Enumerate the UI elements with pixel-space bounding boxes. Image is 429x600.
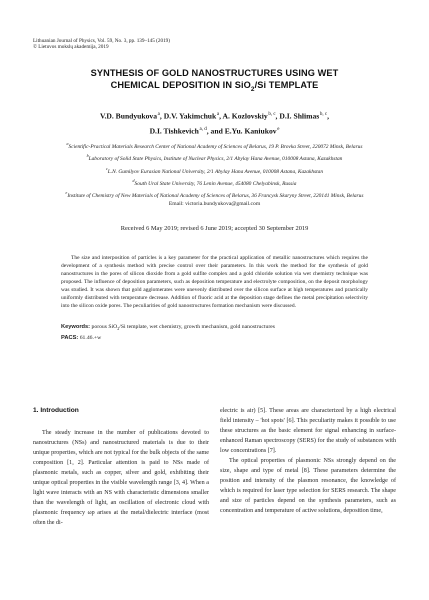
- title-subscript: 2: [250, 85, 255, 93]
- title-line-2-text: CHEMICAL DEPOSITION IN SiO: [110, 80, 251, 90]
- intro-paragraph-1: The steady increase in the number of publications devoted to nanostructures (NSs) and nanostructured materials is due to their unique properties, which are not typical for the bulk objects of the same composition [1, 2]. Particular attention is paid to NSs made of plasmonic metals, such as copper, silver and gold, exhibiting their unique optical properties in the visible wavelength range [3, 4]. When a light wave interacts with an NS with characteristic dimensions smaller than the wavelength of light, an oscillation of electronic cloud with plasmonic frequency ωp arises at the metal/dielectric interface (most often the di-: [33, 430, 209, 526]
- paper-title: [40, 67, 389, 96]
- journal-citation: Lithuanian Journal of Physics, Vol. 59, No. 3, pp. 139–145 (2019): [33, 38, 170, 44]
- author-name: D.I. Tishkevich: [149, 126, 199, 136]
- affiliation-mark: a: [66, 141, 69, 146]
- column-left: [33, 406, 209, 528]
- affiliation-text: South Ural State University, 76 Lenin Avenue, 454080 Chelyabinsk, Russia: [134, 180, 297, 187]
- author-name: V.D. Bundyukova: [99, 111, 158, 121]
- author-affil-mark: a: [216, 112, 220, 117]
- author-row-2: [30, 125, 399, 137]
- affiliation-mark: e: [65, 190, 68, 196]
- section-heading: 1. Introduction: [33, 407, 79, 414]
- affiliation-mark: c: [105, 165, 108, 171]
- affiliation-text: Scientific-Practical Materials Research Center of National Academy of Sciences of Belarus, 19 P. Brovka Street, 220072 Minsk, Belarus: [68, 143, 363, 150]
- author-name: E.Yu. Kaniukov: [224, 126, 277, 136]
- author-separator: ,: [159, 111, 164, 121]
- received-dates: Received 6 May 2019; revised 6 June 2019; accepted 30 September 2019: [120, 225, 309, 232]
- intro-paragraph-1-cont: electric is air) [5]. These areas are characterized by a high electrical field intensity – 'hot spots' [6]. This peculiarity makes it possible to use these structures as the basic element for signal enhancing in surface-enhanced Raman spectroscopy (SERS) for the study of substances with low concentrations [7].: [220, 408, 396, 454]
- keywords-text: porous SiO: [90, 324, 118, 330]
- abstract: The size and interposition of particles is a key parameter for the practical application of metallic nanostructures which requires the development of a synthesis method with precise control over their parameters. In this work the method for the synthesis of gold nanostructures in the pores of silicon dioxide from a gold sulfite complex and a gold chloride solution via wet chemistry technique was proposed. The influence of deposition parameters, such as deposition temperature and electrolyte composition, on the deposit morphology was studied. It was shown that gold agglomerates were unevenly distributed over the silicon surface at high temperatures and practically uniformly distributed with temperature decrease. Addition of fluoric acid at the deposition stage defines the metal precipitation selectivity into the silicon oxide pores. The peculiarities of gold nanostructures formation mechanism were discussed.: [61, 255, 368, 309]
- title-line-2: [40, 79, 389, 96]
- column-right: [220, 406, 396, 516]
- author-row-1: [30, 110, 399, 122]
- affiliations: [40, 140, 389, 208]
- author-affil-mark: a, d: [199, 127, 207, 132]
- corresponding-email[interactable]: Email: victoria.bundyukova@gmail.com: [168, 201, 261, 208]
- affiliation-text: Institute of Chemistry of New Materials of National Academy of Sciences of Belarus, 36 Francysk Skaryny Street, 220141 Minsk, Belarus: [67, 192, 364, 199]
- affiliation-text: Laboratory of Solid State Physics, Institute of Nuclear Physics, 2/1 Abylay Hana Avenue, 010008 Astana, Kazakhstan: [88, 156, 343, 163]
- pacs-codes: [61, 334, 101, 342]
- author-separator: ,: [219, 111, 223, 121]
- title-line-1: SYNTHESIS OF GOLD NANOSTRUCTURES USING WET: [90, 68, 339, 78]
- author-name: D.V. Yakimchuk: [163, 111, 217, 121]
- author-affil-mark: b, c: [319, 112, 328, 117]
- keywords-subscript: 2: [117, 326, 120, 332]
- affiliation: [40, 140, 389, 151]
- journal-copyright: © Lietuvos mokslų akademija, 2019: [33, 44, 109, 51]
- author-and: , and: [206, 126, 225, 136]
- affiliation-mark: b: [86, 153, 89, 159]
- affiliation: [40, 165, 389, 176]
- pacs-label: PACS:: [61, 335, 79, 341]
- keywords-label: Keywords:: [61, 324, 91, 330]
- affiliation-mark: d: [132, 177, 135, 183]
- title-line-2-end: /Si TEMPLATE: [254, 80, 319, 90]
- author-name: A. Kozlovskiy: [222, 111, 268, 121]
- pacs-value: 61.46.+w: [78, 335, 102, 341]
- author-name: D.I. Shlimas: [279, 111, 320, 121]
- author-affil-mark: e: [277, 127, 280, 132]
- keywords: [61, 323, 368, 333]
- affiliation: [40, 152, 389, 163]
- affiliation-text: L.N. Gumilyov Eurasian National University, 2/1 Abylay Hana Avenue, 010008 Astana, Kazakhstan: [107, 168, 324, 175]
- author-separator: ,: [275, 111, 280, 121]
- author-affil-mark: b, c: [268, 112, 276, 117]
- author-separator: ,: [327, 111, 330, 121]
- intro-paragraph-2: The optical properties of plasmonic NSs strongly depend on the size, shape and type of metal [8]. These parameters determine the position and intensity of the plasmon resonance, the knowledge of which is required for laser type selection for SERS research. The shape and size of particles depend on the synthesis parameters, such as concentration and temperature of active solutions, deposition time,: [220, 458, 396, 514]
- affiliation: [40, 189, 389, 200]
- keywords-text-end: /Si template, wet chemistry, growth mechanism, gold nanostructures: [119, 324, 275, 330]
- journal-header: [33, 38, 170, 51]
- affiliation: [40, 177, 389, 188]
- author-affil-mark: a: [157, 112, 160, 117]
